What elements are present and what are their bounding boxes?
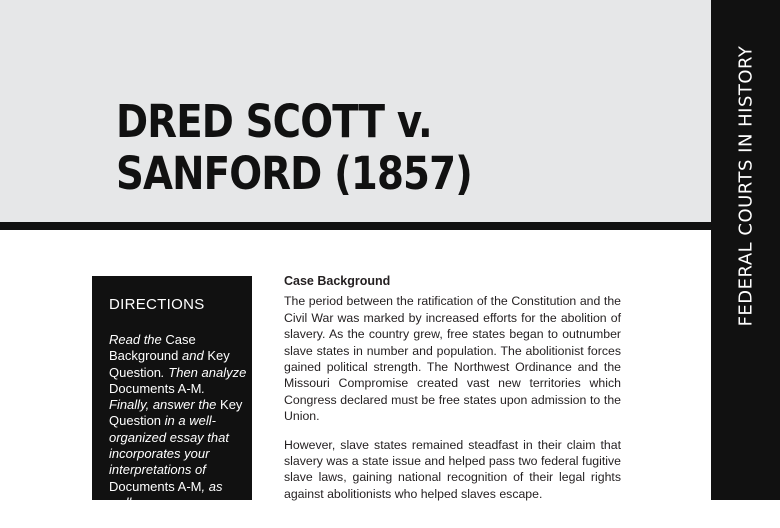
side-tab-label: FEDERAL COURTS IN HISTORY — [735, 45, 757, 327]
directions-heading: DIRECTIONS — [109, 296, 205, 313]
directions-text — [109, 332, 247, 528]
directions-text-segment: Case Background — [109, 332, 196, 364]
page-title — [116, 96, 472, 200]
directions-text-segment: Key Question — [109, 348, 230, 380]
case-background-heading: Case Background — [284, 274, 391, 288]
directions-text-segment: . Then analyze — [161, 364, 247, 380]
page-title-line-1: DRED SCOTT v. — [116, 95, 432, 148]
directions-text-segment: Documents A-M — [109, 380, 202, 396]
page-title-line-2: SANFORD (1857) — [116, 147, 472, 200]
directions-text-segment: Key Question — [109, 397, 243, 429]
directions-text-segment: and — [178, 348, 208, 364]
directions-text-segment: Read the — [109, 332, 166, 347]
directions-text-segment: . Finally, answer the — [109, 380, 221, 413]
case-background-section — [284, 273, 621, 514]
directions-text-segment: Documents A-M — [109, 478, 202, 494]
directions-text-segment: in a well-organized essay that incorporates your interpretations of — [109, 413, 229, 478]
directions-box — [92, 276, 252, 527]
directions-text-segment: , as well as your own knowledge of history. — [109, 478, 231, 527]
case-background-paragraph-2: However, slave states remained steadfast in their claim that slavery was a state issue and helped pass two federal fugitive slave laws, gaining national recognition of their legal rights against abolitionists who helped slaves escape. — [284, 437, 621, 501]
header-rule — [0, 222, 711, 230]
case-background-paragraph-1: The period between the ratification of the Constitution and the Civil War was marked by increased efforts for the abolition of slavery. As the country grew, free states began to outnumber slave states in number and population. The abolitionist forces gained political strength. The Northwest Ordinance and the Missouri Compromise created vast new territories which Congress declared must be free states upon admission to the Union. — [284, 294, 621, 424]
